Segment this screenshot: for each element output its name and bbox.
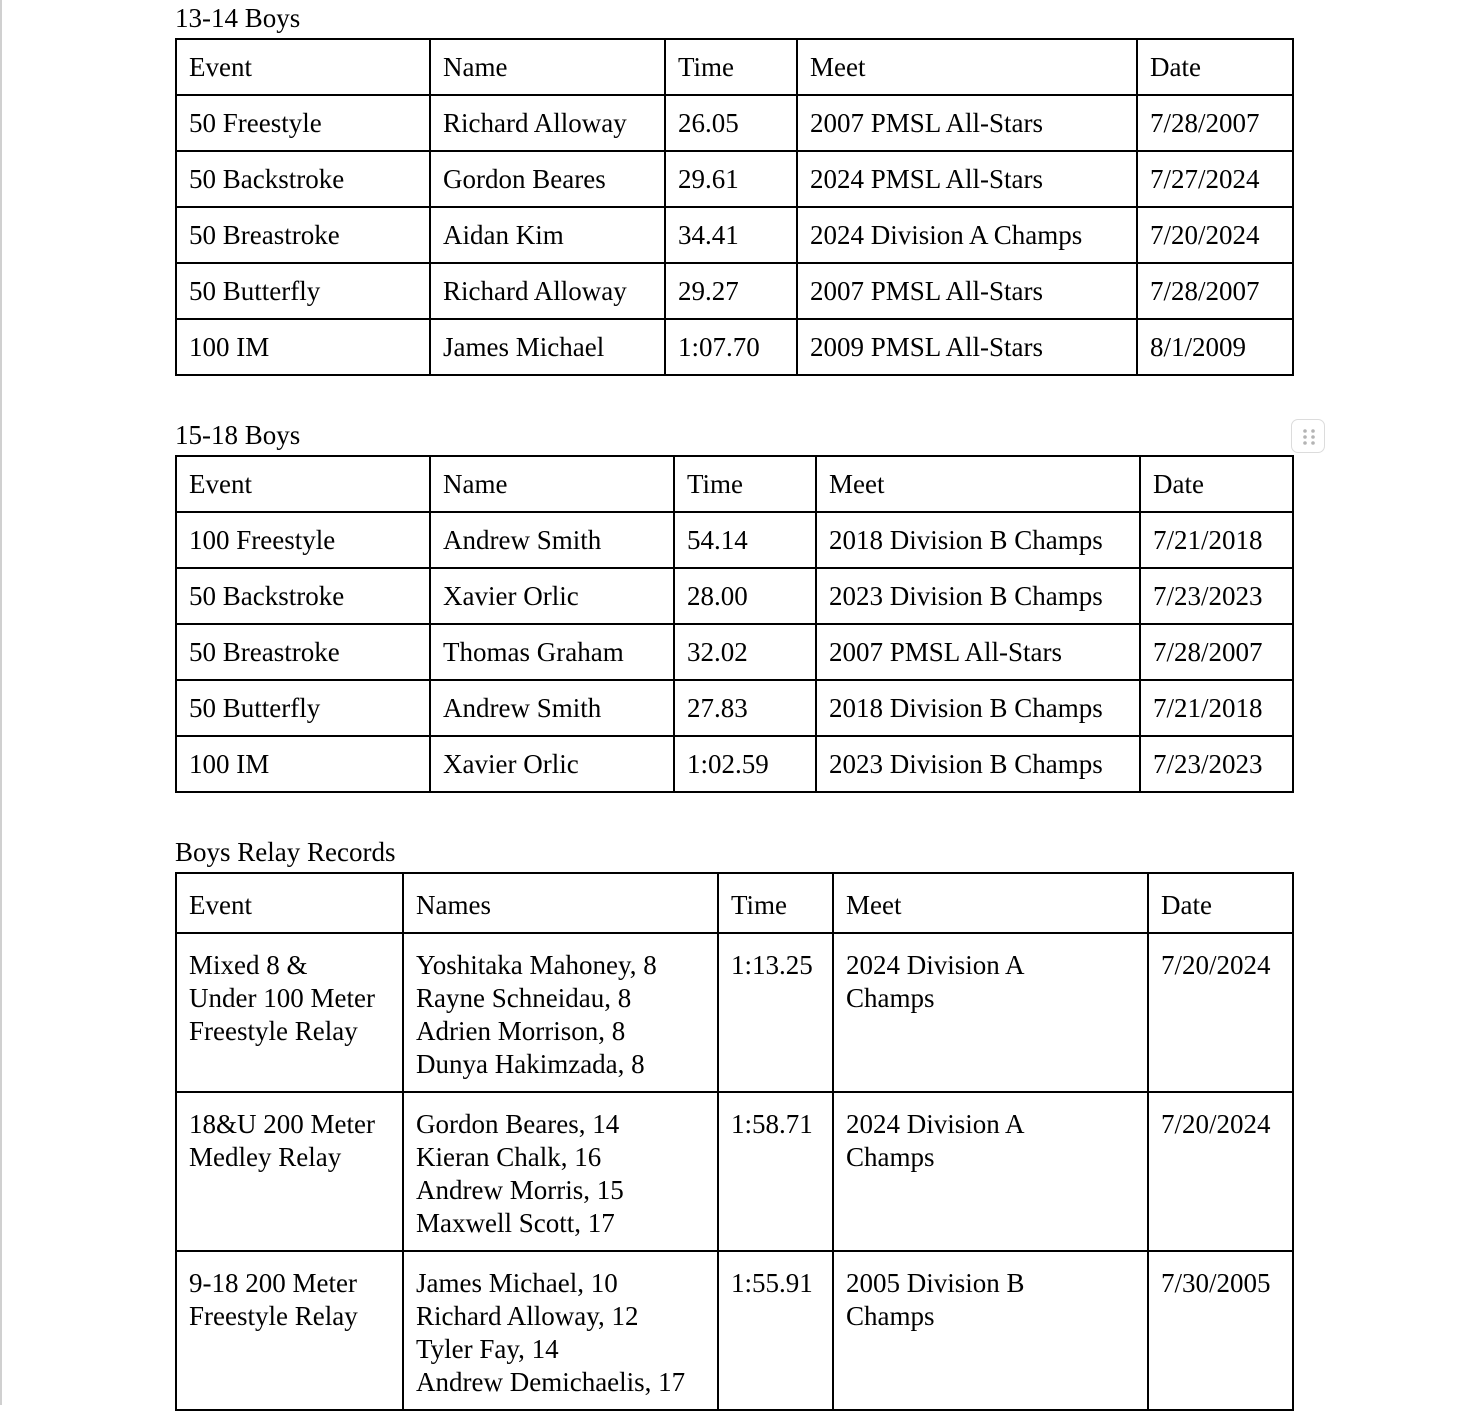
header-cell-date: Date (1140, 456, 1293, 512)
records-table-boys-relay (175, 872, 1294, 1411)
header-cell-event: Event (176, 873, 403, 933)
cell-meet (833, 1092, 1148, 1251)
meet-line: 2005 Division B (846, 1268, 1025, 1298)
meet-line: Champs (846, 1301, 935, 1331)
table-row (176, 263, 1293, 319)
cell-meet: 2007 PMSL All-Stars (797, 263, 1137, 319)
swimmer-name: Kieran Chalk, 16 (416, 1142, 602, 1172)
cell-time: 1:58.71 (718, 1092, 833, 1251)
table-header-row (176, 456, 1293, 512)
header-cell-meet: Meet (833, 873, 1148, 933)
cell-time: 32.02 (674, 624, 816, 680)
cell-meet: 2024 Division A Champs (797, 207, 1137, 263)
cell-name: Xavier Orlic (430, 568, 674, 624)
drag-dots-icon (1302, 428, 1316, 446)
cell-time: 27.83 (674, 680, 816, 736)
event-line: Freestyle Relay (189, 1016, 358, 1046)
swimmer-name: Maxwell Scott, 17 (416, 1208, 615, 1238)
cell-date: 7/28/2007 (1137, 95, 1293, 151)
table-row (176, 207, 1293, 263)
cell-date: 7/20/2024 (1148, 933, 1293, 1092)
cell-name: Aidan Kim (430, 207, 665, 263)
cell-name: Andrew Smith (430, 680, 674, 736)
table-row (176, 512, 1293, 568)
cell-date: 7/27/2024 (1137, 151, 1293, 207)
swimmer-name: Tyler Fay, 14 (416, 1334, 559, 1364)
header-cell-time: Time (718, 873, 833, 933)
swimmer-name: Andrew Demichaelis, 17 (416, 1367, 686, 1397)
cell-meet (833, 933, 1148, 1092)
table-row (176, 933, 1293, 1092)
event-line: Under 100 Meter (189, 983, 375, 1013)
drag-handle-icon[interactable] (1291, 419, 1325, 453)
cell-event: 50 Backstroke (176, 568, 430, 624)
table-header-row (176, 873, 1293, 933)
swimmer-name: Adrien Morrison, 8 (416, 1016, 626, 1046)
meet-line: 2024 Division A (846, 950, 1025, 980)
header-cell-date: Date (1137, 39, 1293, 95)
event-line: Mixed 8 & (189, 950, 308, 980)
cell-date: 7/21/2018 (1140, 512, 1293, 568)
cell-event (176, 1251, 403, 1410)
header-cell-event: Event (176, 39, 430, 95)
cell-meet: 2007 PMSL All-Stars (797, 95, 1137, 151)
cell-meet: 2023 Division B Champs (816, 568, 1140, 624)
header-cell-meet: Meet (797, 39, 1137, 95)
header-cell-name: Name (430, 39, 665, 95)
cell-names (403, 933, 718, 1092)
cell-event (176, 1092, 403, 1251)
table-header-row (176, 39, 1293, 95)
section-title-15-18-boys: 15-18 Boys (175, 420, 301, 450)
event-line: 18&U 200 Meter (189, 1109, 375, 1139)
cell-time: 26.05 (665, 95, 797, 151)
swimmer-name: Dunya Hakimzada, 8 (416, 1049, 645, 1079)
swimmer-name: Richard Alloway, 12 (416, 1301, 639, 1331)
header-cell-time: Time (674, 456, 816, 512)
cell-date: 7/23/2023 (1140, 736, 1293, 792)
cell-date: 7/30/2005 (1148, 1251, 1293, 1410)
table-row (176, 736, 1293, 792)
cell-time: 29.61 (665, 151, 797, 207)
cell-event: 50 Butterfly (176, 680, 430, 736)
cell-event: 100 IM (176, 319, 430, 375)
cell-event: 50 Butterfly (176, 263, 430, 319)
event-line: Medley Relay (189, 1142, 342, 1172)
cell-event: 50 Breastroke (176, 207, 430, 263)
table-row (176, 95, 1293, 151)
swimmer-name: Andrew Morris, 15 (416, 1175, 624, 1205)
swimmer-name: Gordon Beares, 14 (416, 1109, 620, 1139)
cell-meet: 2009 PMSL All-Stars (797, 319, 1137, 375)
cell-event: 50 Breastroke (176, 624, 430, 680)
cell-time: 1:07.70 (665, 319, 797, 375)
cell-time: 54.14 (674, 512, 816, 568)
table-row (176, 1092, 1293, 1251)
cell-date: 7/28/2007 (1137, 263, 1293, 319)
event-line: Freestyle Relay (189, 1301, 358, 1331)
cell-name: Thomas Graham (430, 624, 674, 680)
header-cell-names: Names (403, 873, 718, 933)
cell-event: 100 Freestyle (176, 512, 430, 568)
cell-time: 1:02.59 (674, 736, 816, 792)
cell-date: 7/21/2018 (1140, 680, 1293, 736)
cell-date: 7/20/2024 (1148, 1092, 1293, 1251)
cell-names (403, 1092, 718, 1251)
table-row (176, 1251, 1293, 1410)
cell-date: 7/20/2024 (1137, 207, 1293, 263)
header-cell-meet: Meet (816, 456, 1140, 512)
cell-date: 8/1/2009 (1137, 319, 1293, 375)
cell-meet (833, 1251, 1148, 1410)
event-line: 9-18 200 Meter (189, 1268, 357, 1298)
records-table-15-18-boys (175, 455, 1294, 793)
table-row (176, 624, 1293, 680)
cell-time: 1:55.91 (718, 1251, 833, 1410)
table-row (176, 680, 1293, 736)
swimmer-name: Rayne Schneidau, 8 (416, 983, 632, 1013)
header-cell-date: Date (1148, 873, 1293, 933)
cell-meet: 2024 PMSL All-Stars (797, 151, 1137, 207)
section-title-boys-relay-records: Boys Relay Records (175, 837, 396, 867)
swimmer-name: Yoshitaka Mahoney, 8 (416, 950, 657, 980)
records-table-13-14-boys (175, 38, 1294, 376)
cell-event (176, 933, 403, 1092)
table-row (176, 319, 1293, 375)
table-row (176, 151, 1293, 207)
cell-event: 50 Backstroke (176, 151, 430, 207)
header-cell-name: Name (430, 456, 674, 512)
meet-line: Champs (846, 1142, 935, 1172)
cell-event: 100 IM (176, 736, 430, 792)
table-row (176, 568, 1293, 624)
cell-name: Gordon Beares (430, 151, 665, 207)
cell-time: 29.27 (665, 263, 797, 319)
cell-meet: 2007 PMSL All-Stars (816, 624, 1140, 680)
header-cell-time: Time (665, 39, 797, 95)
cell-name: Andrew Smith (430, 512, 674, 568)
cell-meet: 2018 Division B Champs (816, 680, 1140, 736)
cell-name: Richard Alloway (430, 95, 665, 151)
swimmer-name: James Michael, 10 (416, 1268, 618, 1298)
meet-line: 2024 Division A (846, 1109, 1025, 1139)
cell-time: 34.41 (665, 207, 797, 263)
cell-meet: 2018 Division B Champs (816, 512, 1140, 568)
header-cell-event: Event (176, 456, 430, 512)
cell-meet: 2023 Division B Champs (816, 736, 1140, 792)
cell-name: Xavier Orlic (430, 736, 674, 792)
cell-date: 7/28/2007 (1140, 624, 1293, 680)
cell-time: 1:13.25 (718, 933, 833, 1092)
cell-name: James Michael (430, 319, 665, 375)
page-left-edge (0, 0, 2, 1405)
cell-names (403, 1251, 718, 1410)
cell-time: 28.00 (674, 568, 816, 624)
cell-name: Richard Alloway (430, 263, 665, 319)
cell-date: 7/23/2023 (1140, 568, 1293, 624)
cell-event: 50 Freestyle (176, 95, 430, 151)
section-title-13-14-boys: 13-14 Boys (175, 3, 301, 33)
meet-line: Champs (846, 983, 935, 1013)
